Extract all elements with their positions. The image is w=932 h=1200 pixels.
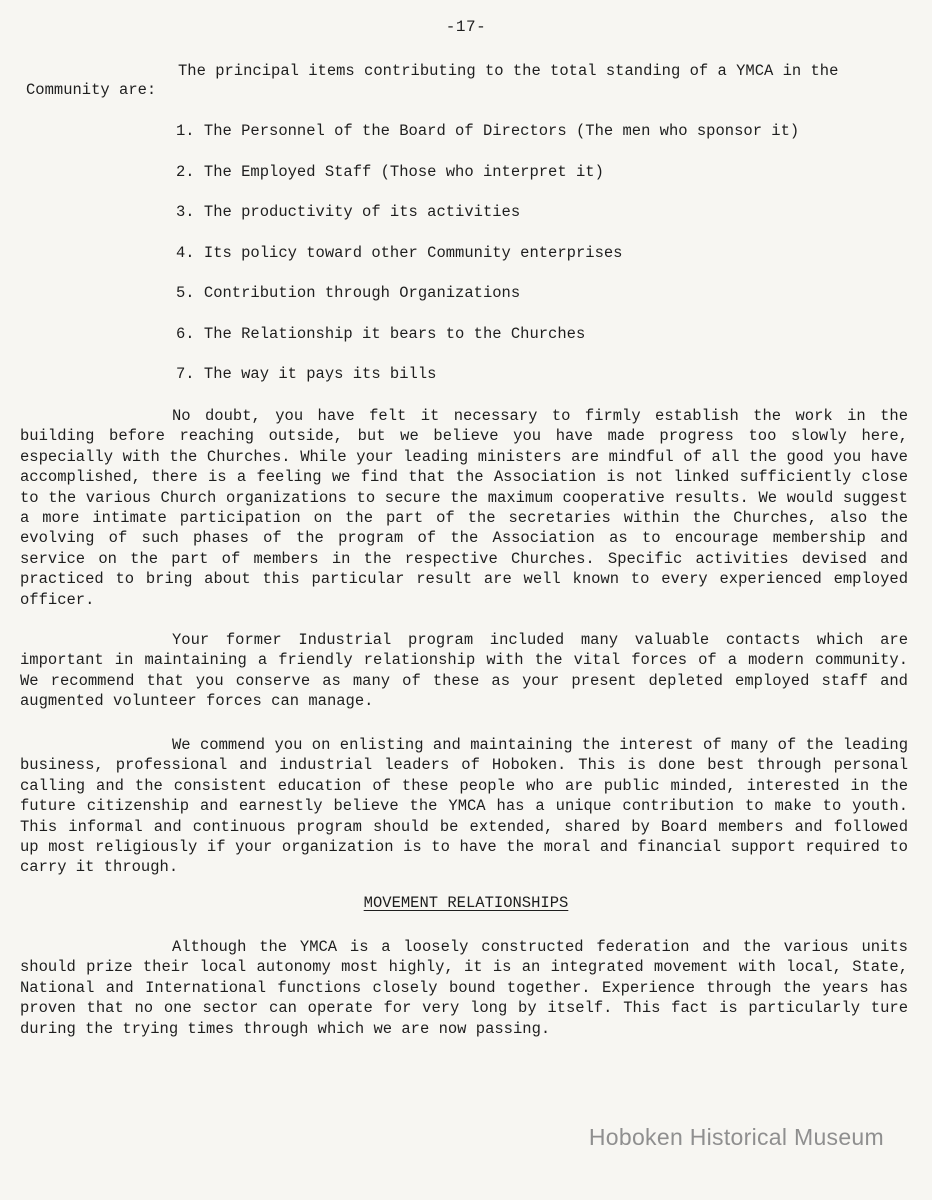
list-item: 2. The Employed Staff (Those who interpret it) bbox=[176, 162, 604, 181]
intro-text: The principal items contributing to the total standing of a YMCA in the Community are: bbox=[26, 62, 839, 99]
section-heading-text: MOVEMENT RELATIONSHIPS bbox=[363, 894, 569, 912]
paragraph-leaders: We commend you on enlisting and maintaining the interest of many of the leading business, professional and industrial leaders of Hoboken. This is done best through personal calling and the consistent education of these people who are public minded, interested in the future citizenship and earnestly believe the YMCA has a unique contribution to make to youth. This informal and continuous program should be extended, shared by Board members and followed up most religiously if your organization is to have the moral and financial support required to carry it through. bbox=[20, 736, 908, 877]
list-item: 7. The way it pays its bills bbox=[176, 365, 437, 383]
list-item: 3. The productivity of its activities bbox=[176, 203, 521, 221]
paragraph-churches: No doubt, you have felt it necessary to firmly establish the work in the building before reaching outside, but we believe you have made progress too slowly here, especially with the Churches. While your leading ministers are mindful of all the good you have accomplished, there is a feeling we find that the Association is not linked sufficiently close to the various Church organizations to secure the maximum cooperative results. We would suggest a more intimate participation on the part of the secretaries within the Churches, also the evolving of such phases of the program of the Association as to encourage membership and service on the part of members in the respective Churches. Specific activities devised and practiced to bring about this particular result are well known to every experienced employed officer. bbox=[20, 407, 908, 609]
list-item: 5. Contribution through Organizations bbox=[176, 284, 521, 302]
intro-paragraph bbox=[26, 62, 896, 100]
section-heading bbox=[0, 894, 932, 912]
list-item: 4. Its policy toward other Community enterprises bbox=[176, 243, 623, 262]
paragraph-industrial: Your former Industrial program included many valuable contacts which are important in maintaining a friendly relationship with the vital forces of a modern community. We recommend that you conserve as many of these as your present depleted employed staff and augmented volunteer forces can manage. bbox=[20, 631, 908, 711]
list-item: 6. The Relationship it bears to the Churches bbox=[176, 324, 586, 343]
museum-watermark: Hoboken Historical Museum bbox=[588, 1124, 884, 1150]
contributing-items-list bbox=[176, 120, 896, 404]
page-number: -17- bbox=[445, 18, 487, 36]
paragraph-movement: Although the YMCA is a loosely constructed federation and the various units should prize their local autonomy most highly, it is an integrated movement with local, State, National and International functions closely bound together. Experience through the years has proven that no one sector can operate for very long by itself. This fact is particularly ture during the trying times through which we are now passing. bbox=[20, 938, 908, 1038]
list-item: 1. The Personnel of the Board of Directors (The men who sponsor it) bbox=[176, 122, 800, 140]
